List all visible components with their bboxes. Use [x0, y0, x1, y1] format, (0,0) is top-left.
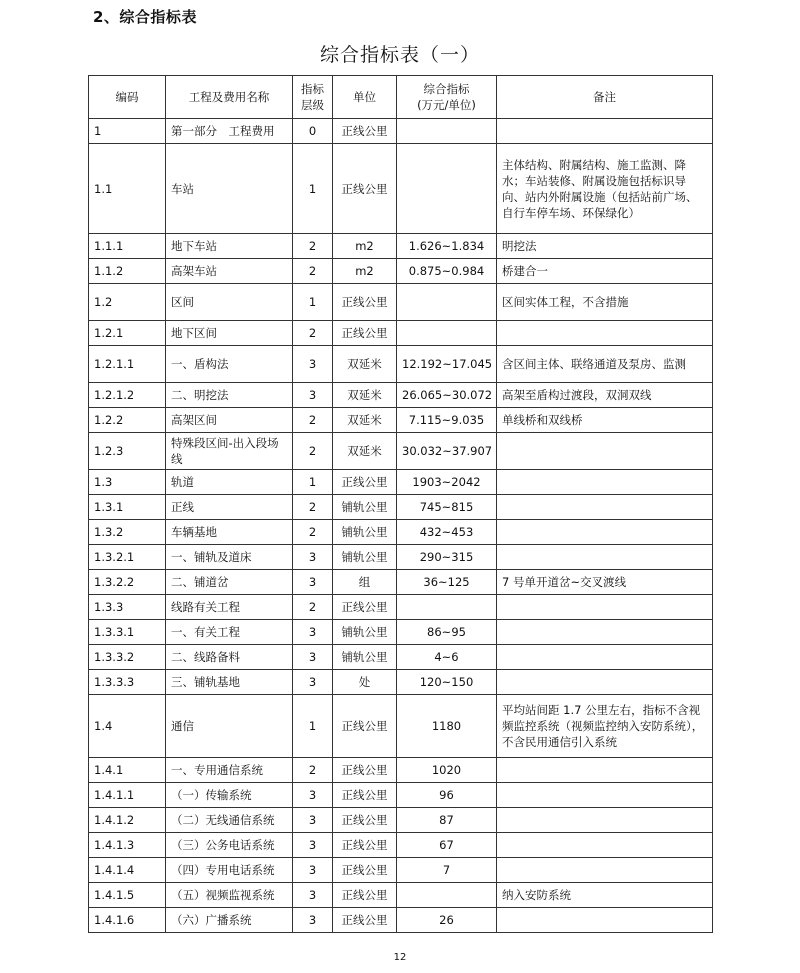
cell-name: 一、专用通信系统 — [166, 758, 293, 783]
cell-note — [497, 908, 713, 933]
cell-note: 7 号单开道岔~交叉渡线 — [497, 570, 713, 595]
cell-name: 地下车站 — [166, 234, 293, 259]
cell-name: （一）传输系统 — [166, 783, 293, 808]
cell-name: 车站 — [166, 144, 293, 234]
cell-note: 高架至盾构过渡段，双洞双线 — [497, 383, 713, 408]
cell-name: 通信 — [166, 695, 293, 758]
cell-level: 1 — [293, 470, 333, 495]
cell-name: 二、线路备料 — [166, 645, 293, 670]
cell-name: 二、铺道岔 — [166, 570, 293, 595]
table-row — [89, 783, 713, 808]
cell-value: 0.875~0.984 — [397, 259, 497, 284]
cell-code: 1.1.1 — [89, 234, 166, 259]
cell-name: （三）公务电话系统 — [166, 833, 293, 858]
cell-unit: 铺轨公里 — [333, 495, 397, 520]
cell-level: 3 — [293, 346, 333, 383]
cell-level: 3 — [293, 833, 333, 858]
cell-name: 车辆基地 — [166, 520, 293, 545]
table-row — [89, 545, 713, 570]
cell-name: 高架车站 — [166, 259, 293, 284]
table-row — [89, 858, 713, 883]
cell-value: 290~315 — [397, 545, 497, 570]
cell-unit: 正线公里 — [333, 695, 397, 758]
cell-code: 1.4.1.3 — [89, 833, 166, 858]
cell-name: 正线 — [166, 495, 293, 520]
cell-name: 二、明挖法 — [166, 383, 293, 408]
header-level — [293, 76, 333, 119]
cell-level: 2 — [293, 234, 333, 259]
cell-value — [397, 119, 497, 144]
cell-note — [497, 645, 713, 670]
cell-unit: 组 — [333, 570, 397, 595]
cell-unit: 正线公里 — [333, 783, 397, 808]
cell-level: 3 — [293, 645, 333, 670]
cell-name: （二）无线通信系统 — [166, 808, 293, 833]
cell-note: 桥建合一 — [497, 259, 713, 284]
cell-code: 1.2.3 — [89, 433, 166, 470]
cell-name: 三、铺轨基地 — [166, 670, 293, 695]
cell-name: （六）广播系统 — [166, 908, 293, 933]
cell-level: 3 — [293, 883, 333, 908]
cell-note — [497, 433, 713, 470]
cell-code: 1.1 — [89, 144, 166, 234]
cell-code: 1.3 — [89, 470, 166, 495]
cell-level: 3 — [293, 908, 333, 933]
cell-name: 一、铺轨及道床 — [166, 545, 293, 570]
cell-unit: 正线公里 — [333, 470, 397, 495]
table-row — [89, 570, 713, 595]
table-title: 综合指标表（一） — [319, 44, 480, 66]
cell-level: 3 — [293, 670, 333, 695]
cell-level: 2 — [293, 321, 333, 346]
cell-note — [497, 470, 713, 495]
cell-code: 1.3.2.1 — [89, 545, 166, 570]
cell-value: 432~453 — [397, 520, 497, 545]
cell-level: 2 — [293, 433, 333, 470]
cell-code: 1.2 — [89, 284, 166, 321]
cell-unit: 正线公里 — [333, 284, 397, 321]
header-level-line2: 层级 — [301, 98, 324, 112]
cell-code: 1.4.1.5 — [89, 883, 166, 908]
cell-name: 一、有关工程 — [166, 620, 293, 645]
table-row — [89, 758, 713, 783]
cell-unit: 双延米 — [333, 346, 397, 383]
cell-note — [497, 520, 713, 545]
cell-value: 26 — [397, 908, 497, 933]
table-row — [89, 520, 713, 545]
table-row — [89, 495, 713, 520]
cell-note: 主体结构、附属结构、施工监测、降水；车站装修、附属设施包括标识导向、站内外附属设施（包括站前广场、自行车停车场、环保绿化） — [497, 144, 713, 234]
index-table — [88, 75, 713, 933]
table-body — [89, 119, 713, 933]
cell-name: 高架区间 — [166, 408, 293, 433]
table-row — [89, 259, 713, 284]
cell-code: 1.4.1.4 — [89, 858, 166, 883]
cell-value — [397, 595, 497, 620]
cell-note — [497, 670, 713, 695]
cell-level: 1 — [293, 695, 333, 758]
cell-name: 区间 — [166, 284, 293, 321]
cell-level: 2 — [293, 259, 333, 284]
cell-value — [397, 144, 497, 234]
cell-note — [497, 833, 713, 858]
cell-note — [497, 808, 713, 833]
cell-name: 地下区间 — [166, 321, 293, 346]
cell-unit: 正线公里 — [333, 908, 397, 933]
header-value-line1: 综合指标 — [423, 82, 470, 96]
cell-value: 67 — [397, 833, 497, 858]
header-unit: 单位 — [333, 76, 397, 119]
cell-unit: 正线公里 — [333, 883, 397, 908]
table-row — [89, 144, 713, 234]
table-row — [89, 833, 713, 858]
header-code: 编码 — [89, 76, 166, 119]
cell-unit: 正线公里 — [333, 833, 397, 858]
cell-name: 第一部分 工程费用 — [166, 119, 293, 144]
cell-code: 1.3.3.1 — [89, 620, 166, 645]
cell-code: 1.3.2.2 — [89, 570, 166, 595]
cell-unit: 铺轨公里 — [333, 620, 397, 645]
cell-level: 2 — [293, 408, 333, 433]
cell-code: 1.2.2 — [89, 408, 166, 433]
header-name: 工程及费用名称 — [166, 76, 293, 119]
cell-level: 1 — [293, 284, 333, 321]
cell-value: 1020 — [397, 758, 497, 783]
cell-level: 2 — [293, 758, 333, 783]
section-heading: 2、综合指标表 — [93, 8, 197, 26]
header-note: 备注 — [497, 76, 713, 119]
cell-note: 单线桥和双线桥 — [497, 408, 713, 433]
cell-code: 1.3.2 — [89, 520, 166, 545]
header-value-line2: (万元/单位) — [417, 98, 476, 112]
cell-note — [497, 321, 713, 346]
table-row — [89, 620, 713, 645]
table-row — [89, 383, 713, 408]
cell-note — [497, 495, 713, 520]
cell-level: 3 — [293, 620, 333, 645]
cell-level: 3 — [293, 858, 333, 883]
cell-note — [497, 783, 713, 808]
cell-value: 87 — [397, 808, 497, 833]
cell-code: 1.3.3.2 — [89, 645, 166, 670]
cell-level: 3 — [293, 808, 333, 833]
cell-note — [497, 595, 713, 620]
cell-code: 1.4.1.1 — [89, 783, 166, 808]
cell-value: 120~150 — [397, 670, 497, 695]
cell-code: 1.2.1 — [89, 321, 166, 346]
table-row — [89, 321, 713, 346]
cell-code: 1.4.1.2 — [89, 808, 166, 833]
cell-code: 1.2.1.1 — [89, 346, 166, 383]
cell-note: 区间实体工程，不含措施 — [497, 284, 713, 321]
table-row — [89, 645, 713, 670]
cell-level: 3 — [293, 783, 333, 808]
cell-code: 1 — [89, 119, 166, 144]
header-value — [397, 76, 497, 119]
cell-level: 2 — [293, 595, 333, 620]
cell-name: 轨道 — [166, 470, 293, 495]
table-row — [89, 883, 713, 908]
cell-level: 2 — [293, 520, 333, 545]
header-level-line1: 指标 — [301, 82, 324, 96]
cell-unit: 正线公里 — [333, 119, 397, 144]
cell-code: 1.1.2 — [89, 259, 166, 284]
cell-code: 1.4.1 — [89, 758, 166, 783]
cell-value: 26.065~30.072 — [397, 383, 497, 408]
cell-code: 1.4 — [89, 695, 166, 758]
cell-level: 3 — [293, 570, 333, 595]
cell-value: 7 — [397, 858, 497, 883]
cell-unit: 正线公里 — [333, 858, 397, 883]
cell-value: 30.032~37.907 — [397, 433, 497, 470]
cell-value: 12.192~17.045 — [397, 346, 497, 383]
cell-value — [397, 883, 497, 908]
cell-unit: 铺轨公里 — [333, 520, 397, 545]
cell-value — [397, 284, 497, 321]
table-row — [89, 470, 713, 495]
cell-name: 特殊段区间-出入段场线 — [166, 433, 293, 470]
cell-level: 1 — [293, 144, 333, 234]
table-row — [89, 808, 713, 833]
cell-value: 1180 — [397, 695, 497, 758]
table-row — [89, 234, 713, 259]
cell-note: 平均站间距 1.7 公里左右，指标不含视频监控系统（视频监控纳入安防系统），不含民用通信引入系统 — [497, 695, 713, 758]
cell-value: 1903~2042 — [397, 470, 497, 495]
cell-name: （五）视频监视系统 — [166, 883, 293, 908]
table-row — [89, 284, 713, 321]
cell-note: 含区间主体、联络通道及泵房、监测 — [497, 346, 713, 383]
cell-value: 745~815 — [397, 495, 497, 520]
cell-unit: 双延米 — [333, 408, 397, 433]
table-row — [89, 908, 713, 933]
header-row — [89, 76, 713, 119]
cell-value: 1.626~1.834 — [397, 234, 497, 259]
cell-level: 2 — [293, 495, 333, 520]
cell-name: （四）专用电话系统 — [166, 858, 293, 883]
cell-value: 4~6 — [397, 645, 497, 670]
cell-value — [397, 321, 497, 346]
cell-unit: 处 — [333, 670, 397, 695]
cell-level: 3 — [293, 545, 333, 570]
table-row — [89, 408, 713, 433]
cell-name: 一、盾构法 — [166, 346, 293, 383]
cell-unit: 正线公里 — [333, 321, 397, 346]
cell-code: 1.2.1.2 — [89, 383, 166, 408]
cell-code: 1.3.3 — [89, 595, 166, 620]
cell-value: 96 — [397, 783, 497, 808]
table-row — [89, 346, 713, 383]
cell-note: 明挖法 — [497, 234, 713, 259]
cell-note — [497, 545, 713, 570]
cell-note — [497, 119, 713, 144]
cell-note — [497, 858, 713, 883]
cell-unit: 铺轨公里 — [333, 545, 397, 570]
cell-unit: m2 — [333, 259, 397, 284]
table-row — [89, 670, 713, 695]
cell-code: 1.3.3.3 — [89, 670, 166, 695]
cell-unit: 双延米 — [333, 383, 397, 408]
table-row — [89, 119, 713, 144]
cell-level: 3 — [293, 383, 333, 408]
cell-value: 36~125 — [397, 570, 497, 595]
cell-name: 线路有关工程 — [166, 595, 293, 620]
cell-note: 纳入安防系统 — [497, 883, 713, 908]
cell-unit: 正线公里 — [333, 758, 397, 783]
cell-unit: 铺轨公里 — [333, 645, 397, 670]
table-row — [89, 433, 713, 470]
cell-unit: m2 — [333, 234, 397, 259]
cell-unit: 正线公里 — [333, 595, 397, 620]
cell-unit: 正线公里 — [333, 808, 397, 833]
cell-value: 7.115~9.035 — [397, 408, 497, 433]
cell-unit: 正线公里 — [333, 144, 397, 234]
cell-note — [497, 620, 713, 645]
cell-level: 0 — [293, 119, 333, 144]
cell-note — [497, 758, 713, 783]
table-row — [89, 695, 713, 758]
page-number: 12 — [393, 952, 407, 963]
cell-value: 86~95 — [397, 620, 497, 645]
cell-code: 1.4.1.6 — [89, 908, 166, 933]
table-row — [89, 595, 713, 620]
cell-code: 1.3.1 — [89, 495, 166, 520]
cell-unit: 双延米 — [333, 433, 397, 470]
